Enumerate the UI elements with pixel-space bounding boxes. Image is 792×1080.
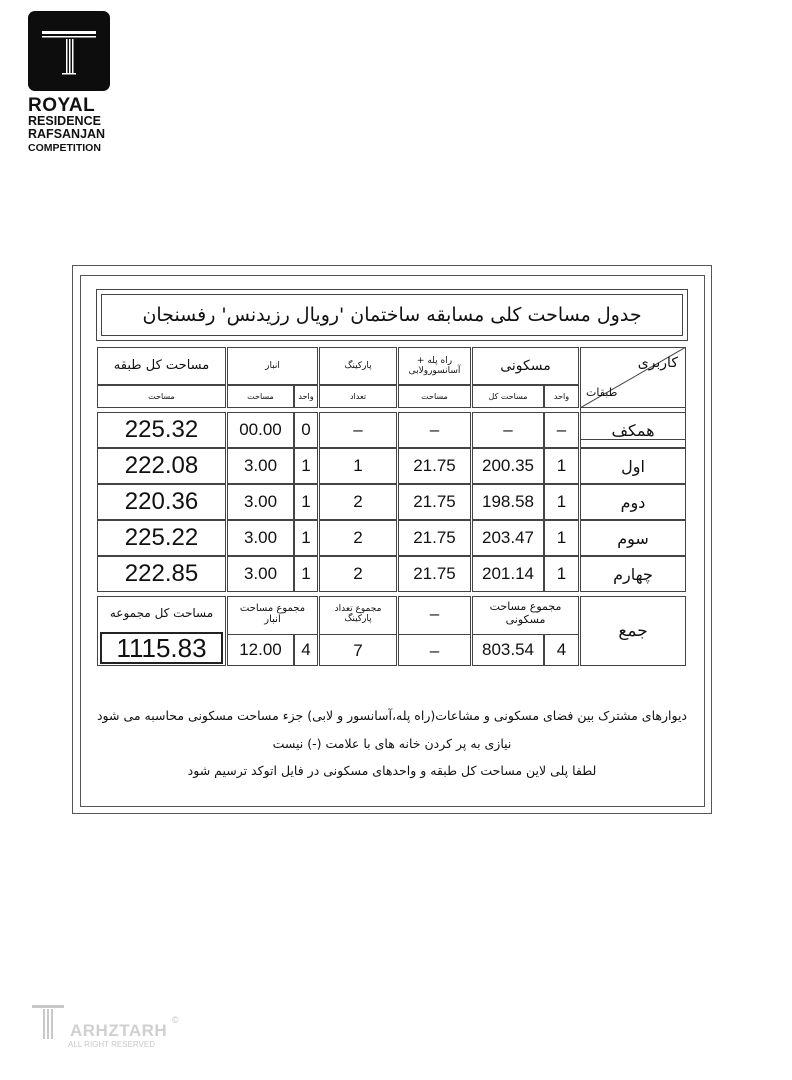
res-area-cell: 200.35 [472,448,544,484]
brand-line-2: RESIDENCE [28,114,101,128]
stair-header: راه پله + آسانسورولابی [398,347,471,385]
floor-total-cell: 222.08 [97,448,226,484]
totals-grand-header: مساحت کل مجموعه [109,606,214,621]
brand-line-1: ROYAL [28,95,96,116]
brand-line-4: COMPETITION [28,142,101,154]
note-line-3: لطفا پلی لاین مساحت کل طبقه و واحدهای مسکونی در فایل اتوکد ترسیم شود [187,763,597,778]
res-unit-cell: 1 [544,556,579,592]
res-unit-header: واحد [544,385,579,408]
totals-storage-area: 12.00 [227,634,294,666]
floor-name: سوم [580,520,686,556]
res-area-cell: 198.58 [472,484,544,520]
floor-name: چهارم [580,556,686,592]
res-area-cell: – [472,412,544,448]
storage-unit-cell: 1 [294,520,318,556]
table-title: جدول مساحت کلی مسابقه ساختمان 'رویال رزیدنس' رفسنجان [101,294,683,336]
floors-label: طبقات [586,386,618,400]
totals-label: جمع [580,596,686,666]
storage-area-cell: 3.00 [227,556,294,592]
floor-total-cell: 225.22 [97,520,226,556]
floor-total-cell: 220.36 [97,484,226,520]
storage-header: انبار [227,347,318,385]
floor-total-cell: 222.85 [97,556,226,592]
stair-area-cell: 21.75 [398,484,471,520]
usage-header-box [580,347,686,408]
watermark-copyright: © [172,1015,179,1025]
usage-label: کاربری [637,355,678,371]
storage-area-header: مساحت [227,385,294,408]
storage-area-cell: 3.00 [227,520,294,556]
totals-res-header: مجموع مساحت مسکونی [489,600,562,626]
res-unit-cell: 1 [544,520,579,556]
brand-line-3: RAFSANJAN [28,127,106,141]
parking-cell: 2 [319,556,397,592]
parking-cell: – [319,412,397,448]
parking-cell: 2 [319,484,397,520]
res-area-cell: 203.47 [472,520,544,556]
storage-unit-cell: 1 [294,484,318,520]
grand-total-cell: 1115.83 [100,632,223,664]
floor-name: دوم [580,484,686,520]
floor-total-cell: 225.32 [97,412,226,448]
parking-cell: 2 [319,520,397,556]
storage-unit-cell: 0 [294,412,318,448]
res-area-cell: 201.14 [472,556,544,592]
floor-total-subheader: مساحت [97,385,226,408]
stair-area-cell: 21.75 [398,448,471,484]
stair-area-cell: 21.75 [398,520,471,556]
totals-parking: 7 [319,634,397,666]
parking-cell: 1 [319,448,397,484]
watermark-pillar-icon [30,1003,66,1043]
parking-header: پارکینگ [319,347,397,385]
res-unit-cell: 1 [544,484,579,520]
storage-area-cell: 00.00 [227,412,294,448]
storage-unit-cell: 1 [294,448,318,484]
parking-count-header: تعداد [319,385,397,408]
res-unit-cell: 1 [544,448,579,484]
totals-res-unit: 4 [544,634,579,666]
totals-parking-header: مجموع تعداد پارکینگ [334,603,382,624]
storage-unit-header: واحد [294,385,318,408]
stair-area-cell: – [398,412,471,448]
stair-area-cell: 21.75 [398,556,471,592]
floor-name: اول [580,448,686,484]
res-area-header: مساحت کل [472,385,544,408]
note-line-2: نیازی به پر کردن خانه های با علامت (-) نیست [272,736,512,751]
totals-stair: – [398,634,471,666]
watermark-rights: ALL RIGHT RESERVED [68,1040,155,1049]
floor-name: همکف [580,412,686,448]
totals-storage-unit: 4 [294,634,318,666]
storage-unit-cell: 1 [294,556,318,592]
residential-header: مسکونی [472,347,579,385]
note-line-1: دیوارهای مشترک بین فضای مسکونی و مشاعات(راه پله،آسانسور و لابی) جزء مساحت مسکونی محاسبه می شود [96,708,687,723]
storage-area-cell: 3.00 [227,484,294,520]
res-unit-cell: – [544,412,579,448]
totals-stair-header: – [429,604,440,623]
storage-area-cell: 3.00 [227,448,294,484]
totals-storage-header: مجموع مساحت انبار [239,602,306,625]
totals-res-area: 803.54 [472,634,544,666]
floor-total-header: مساحت کل طبقه [97,347,226,385]
stair-area-header: مساحت [398,385,471,408]
watermark-name: ARHZTARH [70,1021,168,1040]
